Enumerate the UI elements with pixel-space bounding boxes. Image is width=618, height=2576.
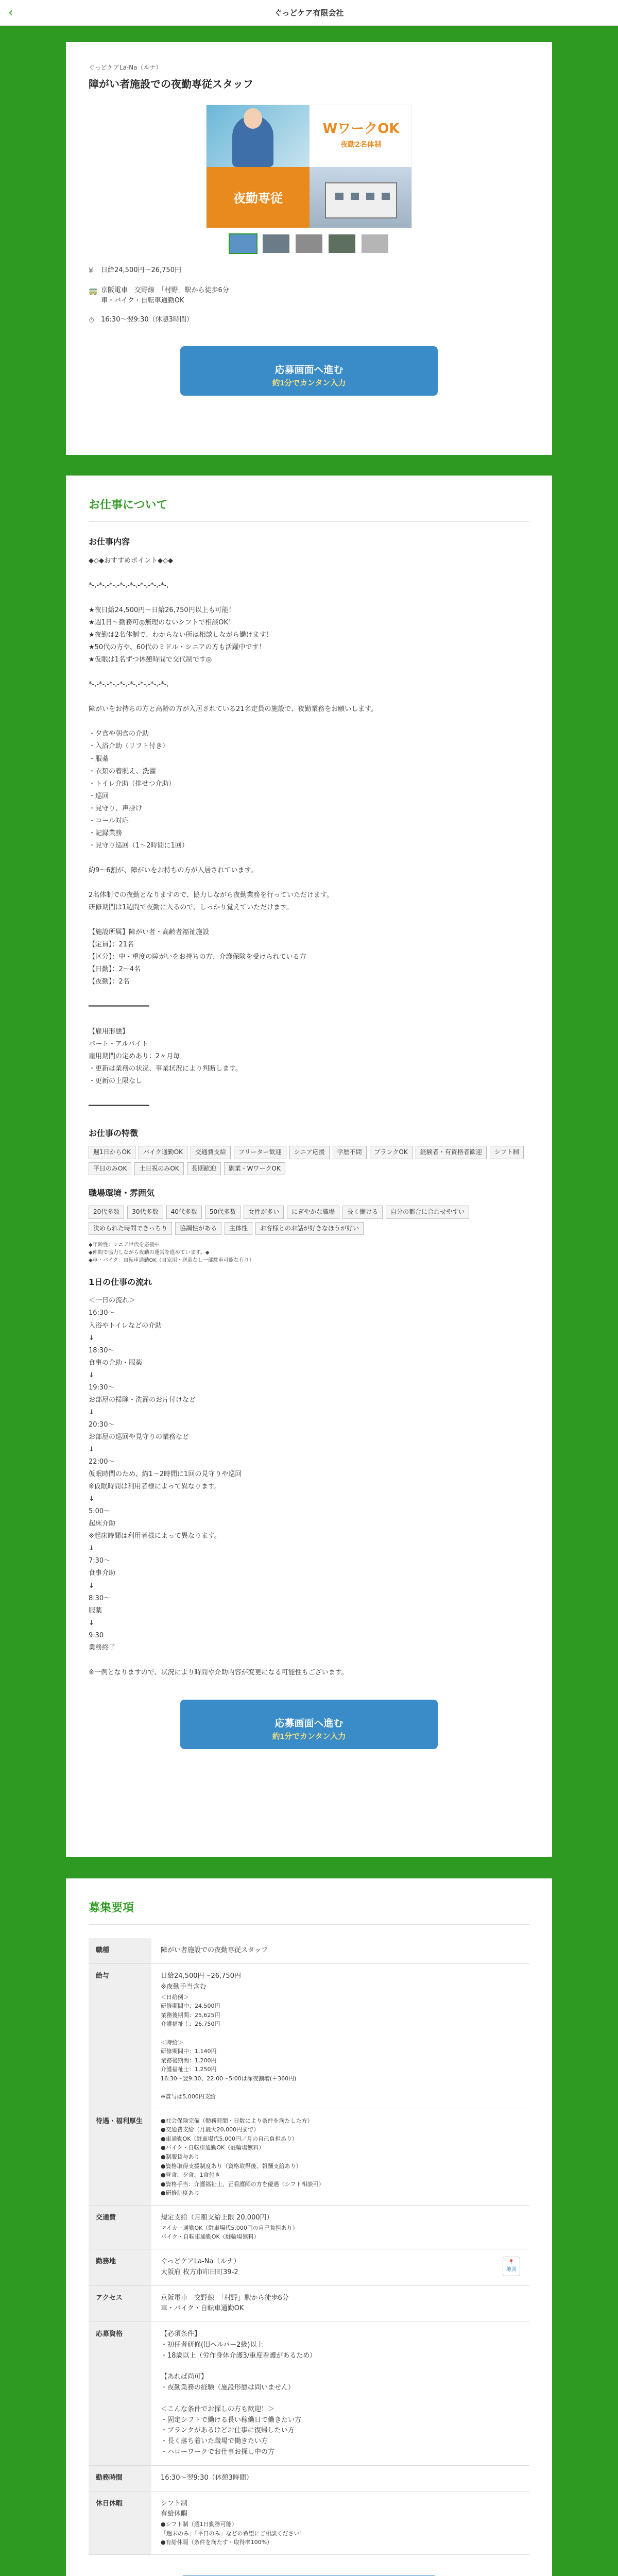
section-heading: 募集要項 <box>89 1899 529 1925</box>
feature-tag: 週1日からOK <box>89 1146 135 1159</box>
table-row <box>89 2109 529 2205</box>
environment-tags <box>89 1206 529 1234</box>
salary-row <box>89 265 529 277</box>
row-detail: ●社会保険完備（勤務時間・日数により条件を満たした方） ●交通費支給（月最大20,000円まで） ●車通勤OK（駐車場代5,000円／月の自己負担あり） ●バイク・自転車通勤OK（駐輪場無料） ●制服貸与あり ●資格取得支援制度あり（資格取得後、報酬支給あり） ●昼食、夕食、1食付き ●資格手当：介護福祉士、正看護師の方を優遇（シフト相談可） ●研修制度あり <box>161 2117 324 2197</box>
table-row <box>89 2465 529 2491</box>
environment-tag: 協調性がある <box>175 1222 221 1235</box>
feature-tag: 長期歓迎 <box>187 1162 221 1175</box>
thumbnail[interactable] <box>360 233 389 254</box>
environment-tag: 20代多数 <box>89 1206 124 1218</box>
job-summary-card <box>66 42 552 455</box>
train-icon: 🚃 <box>89 286 98 295</box>
environment-tag: 40代多数 <box>166 1206 202 1218</box>
staff-photo <box>207 105 310 167</box>
building-photo <box>310 167 412 228</box>
access-line: 車・バイク・自転車通勤OK <box>101 297 184 305</box>
row-value: 規定支給（月額支給上限 20,000円） <box>161 2214 273 2222</box>
row-value: 障がい者施設での夜勤専従スタッフ <box>161 1946 268 1955</box>
image-thumbnails <box>89 233 529 254</box>
access-line: 京阪電車 交野線 「村野」駅から徒歩6分 <box>101 286 229 294</box>
table-row <box>89 2206 529 2249</box>
about-job-card <box>66 476 552 1857</box>
feature-tag: シニア応援 <box>289 1146 330 1159</box>
table-row <box>89 2285 529 2322</box>
table-row <box>89 2322 529 2466</box>
job-title: 障がい者施設での夜勤専従スタッフ <box>89 78 253 91</box>
row-value-cell <box>151 1938 529 1963</box>
yen-icon: ¥ <box>89 267 93 276</box>
top-bar <box>0 0 618 26</box>
feature-tag: 土日祝のみOK <box>134 1162 183 1175</box>
row-value: 日給24,500円〜26,750円 ※夜勤手当含む <box>161 1972 241 1991</box>
row-label: 交通費 <box>89 2206 151 2249</box>
feature-tag: 学歴不問 <box>333 1146 367 1159</box>
access-row <box>89 285 529 307</box>
table-row <box>89 1963 529 2109</box>
row-value: ぐっどケアLa-Na（ルナ） 大阪府 枚方市印田町39-2 <box>161 2258 241 2276</box>
company-name: ぐっどケアLa-Na（ルナ） <box>89 64 162 71</box>
row-label: 職種 <box>89 1938 151 1963</box>
sub-heading: お仕事内容 <box>89 537 130 547</box>
hero-label-two-person: 夜勤2名体制 <box>340 141 382 149</box>
row-label: 勤務時間 <box>89 2465 151 2491</box>
environment-tag: にぎやかな職場 <box>287 1206 339 1218</box>
hero-label-night: 夜勤専従 <box>207 167 310 228</box>
hours-text: 16:30〜翌9:30（休憩3時間） <box>101 316 193 324</box>
row-value-cell <box>151 1963 529 2109</box>
environment-tag: 主体性 <box>225 1222 252 1235</box>
row-label: 給与 <box>89 1963 151 2109</box>
thumbnail[interactable] <box>262 233 290 254</box>
feature-tag: 平日のみOK <box>89 1162 131 1175</box>
environment-tag: 自分の都合に合わせやすい <box>386 1206 469 1218</box>
feature-tag: 経験者・有資格者歓迎 <box>416 1146 487 1159</box>
feature-tag: バイク通勤OK <box>139 1146 187 1159</box>
salary-text: 日給24,500円〜26,750円 <box>101 266 181 275</box>
table-row <box>89 2491 529 2554</box>
row-value-cell <box>151 2322 529 2466</box>
recruitment-card <box>66 1878 552 2576</box>
sub-heading: 職場環境・雰囲気 <box>89 1188 155 1198</box>
environment-tag: 長く働ける <box>342 1206 383 1218</box>
row-detail: マイカー通勤OK（駐車場代5,000円の自己負担あり） バイク・自転車通勤OK（駐輪場無料） <box>161 2224 298 2241</box>
hours-row <box>89 315 529 326</box>
row-detail: ＜日給例＞ 研修期間中：24,500円 業務後期間：25,625円 介護福祉士：26,750円 ＜時給＞ 研修期間中：1,140円 業務後期間：1,200円 介護福祉士：1,250円 16:30〜翌9:30、22:00〜5:00は深夜割増(＋360円) ※賞与は5,000円支給 <box>161 1993 297 2100</box>
sub-heading: 1日の仕事の流れ <box>89 1277 152 1287</box>
row-value-cell <box>151 2206 529 2249</box>
feature-tag: 副業・WワークOK <box>224 1162 285 1175</box>
daily-flow: ＜一日の流れ＞ 16:30〜 入浴やトイレなどの介助 ↓ 18:30〜 食事の介助・服薬 ↓ 19:30〜 お部屋の掃除・洗濯のお片付けなど ↓ 20:30〜 お部屋の巡回や見守りの業務など ↓ 22:00〜 仮眠時間のため、約1〜2時間に1回の見守りや巡回 ※仮眠時間は利用者様によって異なります。 ↓ 5:00〜 起床介助 ※起床時間は利用者様によって異なります。 ↓ 7:30〜 食事介助 ↓ 8:30〜 服薬 ↓ 9:30 業務終了 ※一例となりますので、状況により時間や介助内容が変更になる可能性もございます。 <box>89 1297 348 1676</box>
hero-label-wwork: WワークOK <box>322 121 400 137</box>
sub-heading: お仕事の特徴 <box>89 1128 139 1138</box>
feature-tag: 交通費支給 <box>191 1146 231 1159</box>
environment-tag: 決められた時間できっちり <box>89 1222 172 1235</box>
table-row <box>89 2249 529 2286</box>
row-value: 【必須条件】 ・初任者研修(旧ヘルパー2級)以上 ・18歳以上（労作身体介護3/重度看護があるため） 【あれば尚可】 ・夜勤業務の経験（施設形態は問いません） ＜こんな条件でお探しの方も歓迎！＞ ・固定シフトで働ける長い稼働日で働きたい方 ・ブランクがあるけどお仕事に復帰したい方 ・長く落ち着いた職場で働きたい方 ・ハローワークでお仕事お探し中の方 <box>161 2330 317 2456</box>
row-value-cell <box>151 2249 529 2286</box>
row-label: 応募資格 <box>89 2322 151 2466</box>
map-button[interactable] <box>503 2257 520 2276</box>
row-value-cell <box>151 2285 529 2322</box>
chevron-left-icon[interactable]: ‹ <box>8 5 13 20</box>
section-heading: お仕事について <box>89 496 529 522</box>
thumbnail[interactable] <box>328 233 356 254</box>
hero-image <box>206 105 412 228</box>
row-value: 京阪電車 交野線 「村野」駅から徒歩6分 車・バイク・自転車通勤OK <box>161 2294 289 2313</box>
feature-tag: ブランクOK <box>370 1146 413 1159</box>
row-label: アクセス <box>89 2285 151 2322</box>
row-value: シフト制 有給休暇 <box>161 2499 188 2518</box>
feature-tag: フリーター歓迎 <box>234 1146 286 1159</box>
environment-note: ◆年齢性：シニア世代を応援中 ◆仲間で協力しながら夜勤の運営を進めています。◆ ◆車・バイク：自転車通勤OK（自家用・送迎なし一部駐車可能な有り） <box>89 1242 254 1263</box>
feature-tag: シフト制 <box>490 1146 524 1159</box>
environment-tag: お客様とのお話が好きなほうが好い <box>255 1222 364 1235</box>
table-row <box>89 1938 529 1963</box>
apply-button[interactable]: 応募画面へ進む 約1分でカンタン入力 <box>180 346 438 396</box>
row-label: 待遇・福利厚生 <box>89 2109 151 2205</box>
thumbnail[interactable] <box>229 233 258 254</box>
row-value-cell <box>151 2109 529 2205</box>
environment-tag: 50代多数 <box>205 1206 241 1218</box>
row-label: 休日休暇 <box>89 2491 151 2554</box>
map-pin-icon: 📍 <box>508 2260 515 2266</box>
row-value-cell <box>151 2465 529 2491</box>
row-detail: ●シフト制（週1日勤務可能） 「週末のみ」「平日のみ」などの希望にご相談ください！ ●有給休暇（条件を満たす・取得率100%） <box>161 2521 305 2546</box>
environment-tag: 女性が多い <box>244 1206 284 1218</box>
row-label: 勤務地 <box>89 2249 151 2286</box>
recruitment-table <box>89 1938 529 2555</box>
map-label: 地図 <box>506 2267 517 2273</box>
thumbnail[interactable] <box>295 233 323 254</box>
row-value: 16:30〜翌9:30（休憩3時間） <box>161 2473 253 2482</box>
page-title: ぐっどケア有限会社 <box>274 8 344 18</box>
apply-button[interactable]: 応募画面へ進む 約1分でカンタン入力 <box>180 1700 438 1749</box>
row-value-cell <box>151 2491 529 2554</box>
environment-tag: 30代多数 <box>127 1206 163 1218</box>
feature-tags <box>89 1146 529 1175</box>
job-description: ◆◇◆おすすめポイント◆◇◆ *-,-*-,-*-,-*-,-*-,-*-,-*-,-*-, ★夜日給24,500円〜日給26,750円以上も可能！ ★週1日〜勤務可◎無理のないシフトで相談OK！ ★夜勤は2名体制で、わからない所は相談しながら働けます！ ★50代の方や、60代のミドル・シニアの方も活躍中です！ ★仮眠は1名ずつ休憩時間で交代制です◎ *-,-*-,-*-,-*-,-*-,-*-,-*-,-*-, 障がいをお持ちの方と高齢の方が入居されている21名定員の施設で、夜勤業務をお願いします。 ・夕食や朝食の介助 ・入浴介助（リフト付き） ・服薬 ・衣類の着脱え、洗濯 ・トイレ介助（排せつ介助） ・巡回 ・見守り、声掛け ・コール対応 ・記録業務 ・見守り巡回（1〜2時間に1回） 約9〜6割が、障がいをお持ちの方が入居されています。 2名体制での夜勤となりますので、協力しながら夜勤業務を行っていただけます。 研修期間は1週間で夜勤に入るので、しっかり覚えていただけます。 【施設所属】障がい者・高齢者福祉施設 【定員】：21名 【区分】：中・重度の障がいをお持ちの方、介護保険を受けられている方 【日勤】：2〜4名 【夜勤】：2名 ━━━━━━━━━━━━━━━ 【雇用形態】 パート・アルバイト 雇用期間の定めあり：2ヶ月毎 ・更新は業務の状況、事業状況により判断します。 ・更新の上限なし ━━━━━━━━━━━━━━━ <box>89 556 378 1110</box>
clock-icon: ⏱ <box>89 316 94 325</box>
